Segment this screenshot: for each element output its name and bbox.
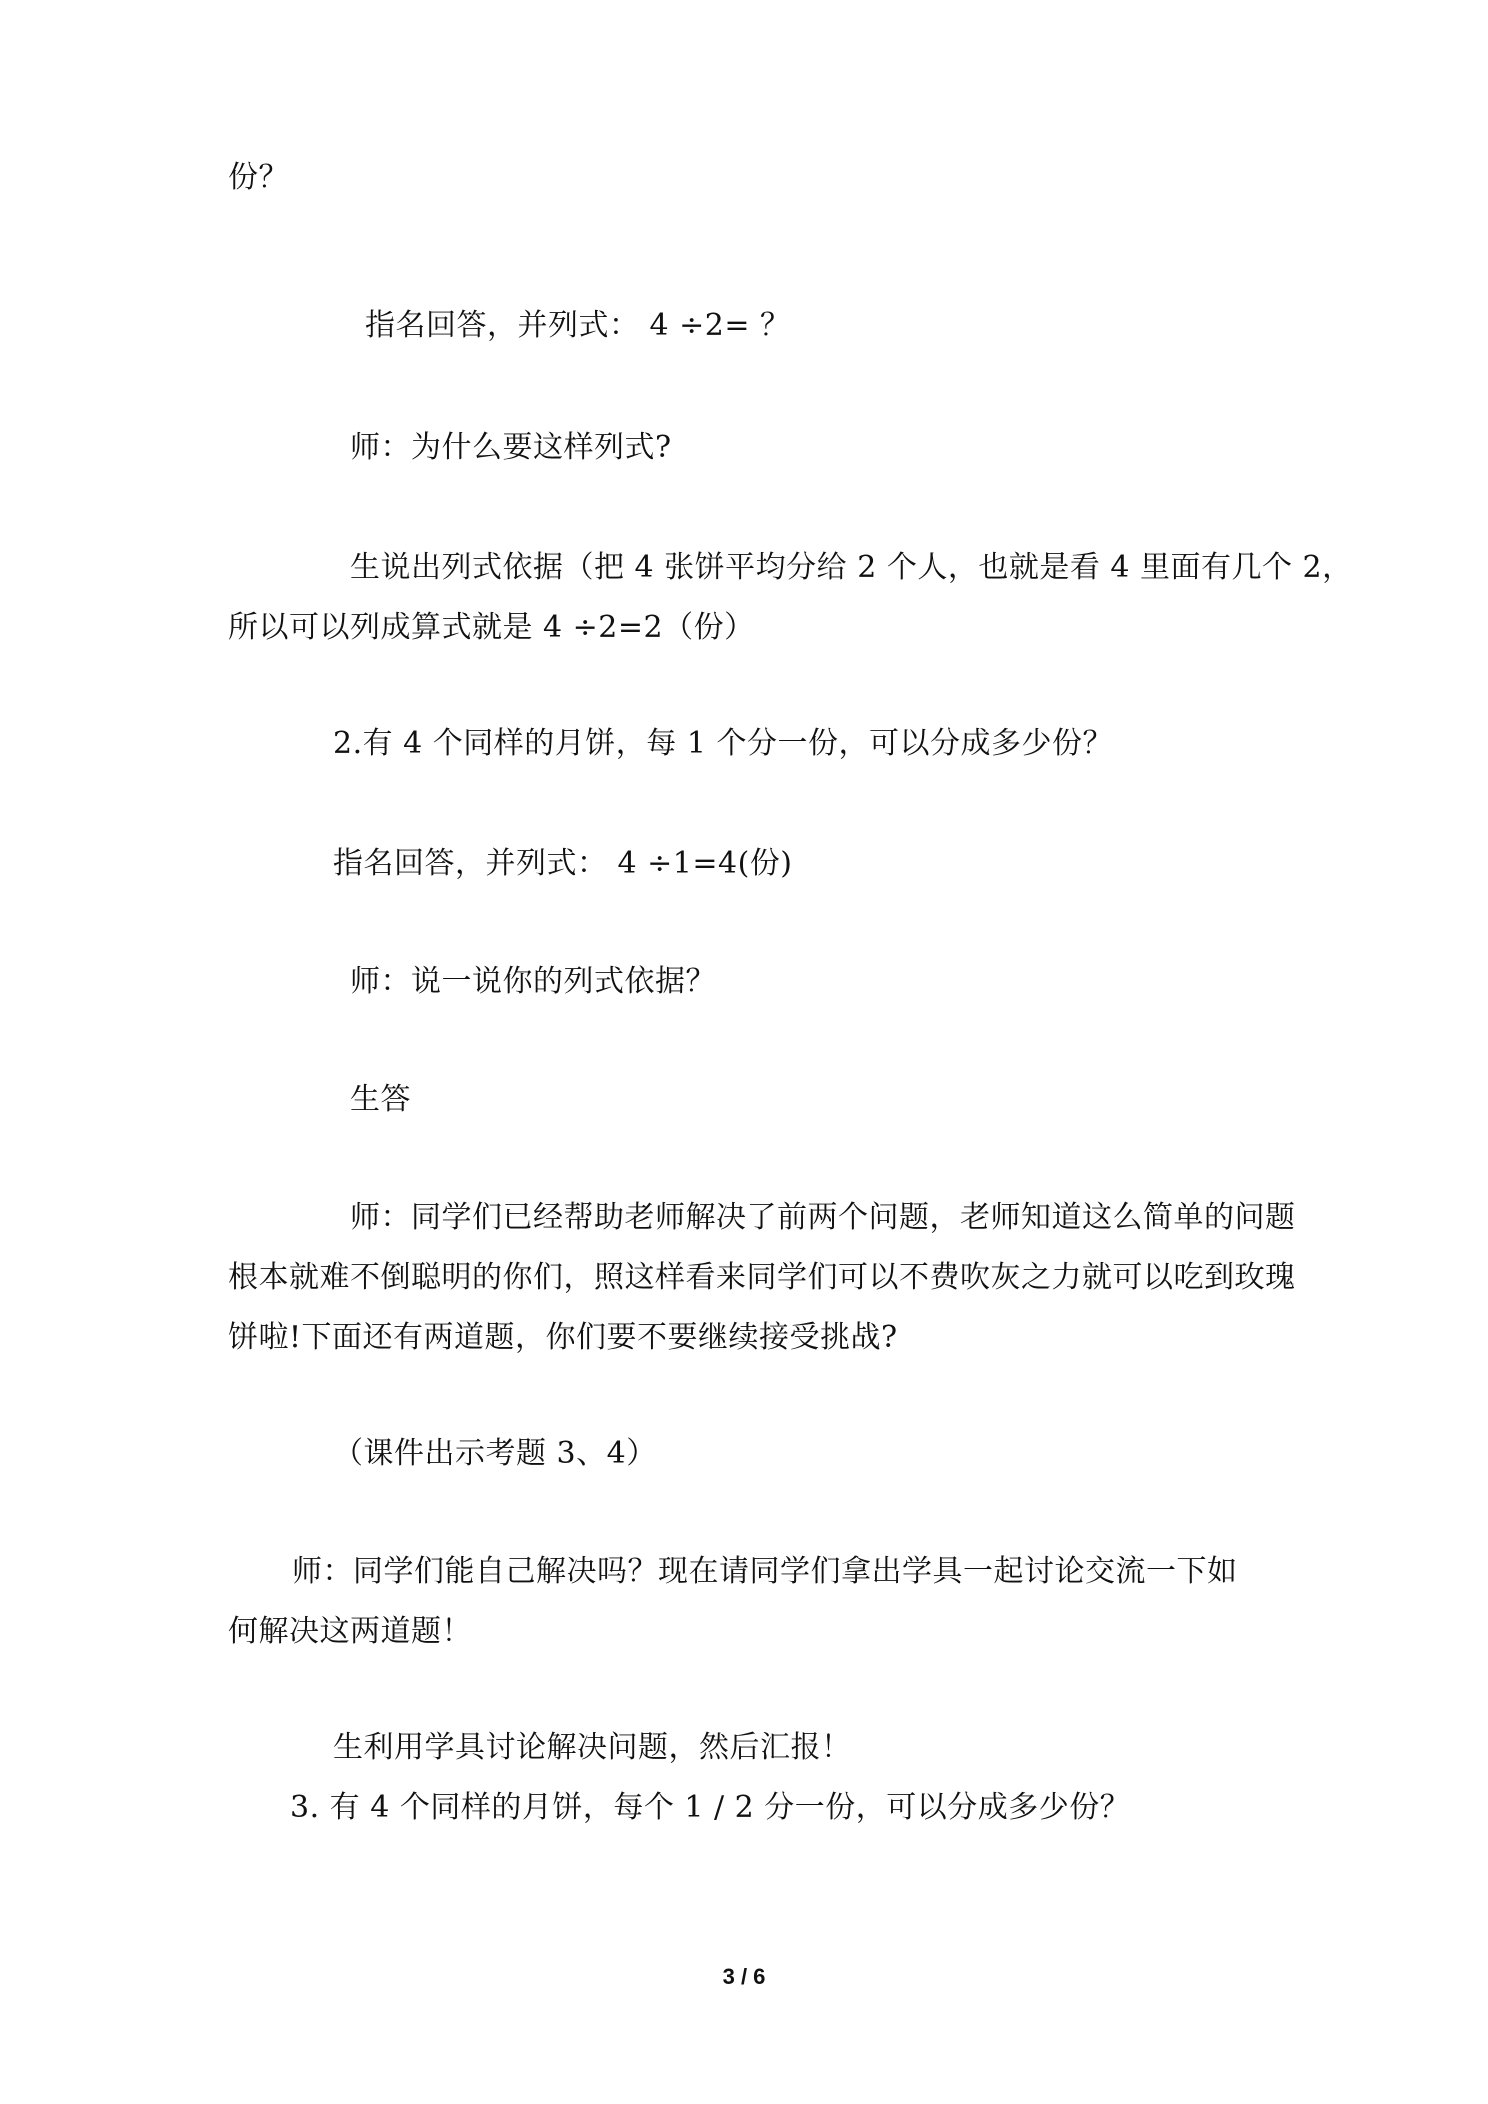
text-line: 2.有 4 个同样的月饼，每 1 个分一份，可以分成多少份？ xyxy=(333,726,1113,761)
text-line: 所以可以列成算式就是 4 ÷2=2（份） xyxy=(228,610,755,645)
text-line: 指名回答，并列式： 4 ÷2= ？ xyxy=(365,308,791,343)
text-line: 何解决这两道题！ xyxy=(228,1614,472,1649)
text-line: （课件出示考题 3、4） xyxy=(333,1436,657,1471)
page-number: 3 / 6 xyxy=(722,1964,766,1989)
text-line: 师：为什么要这样列式? xyxy=(350,430,672,465)
text-line: 饼啦!下面还有两道题，你们要不要继续接受挑战? xyxy=(228,1320,898,1355)
text-line: 师：说一说你的列式依据？ xyxy=(350,964,716,999)
text-line: 份？ xyxy=(228,160,289,195)
text-line: 生说出列式依据（把 4 张饼平均分给 2 个人，也就是看 4 里面有几个 2， xyxy=(350,550,1353,585)
text-line: 生答 xyxy=(350,1082,411,1117)
text-line: 根本就难不倒聪明的你们，照这样看来同学们可以不费吹灰之力就可以吃到玫瑰 xyxy=(228,1260,1296,1295)
text-line: 生利用学具讨论解决问题，然后汇报！ xyxy=(333,1730,852,1765)
text-line: 师：同学们能自己解决吗？现在请同学们拿出学具一起讨论交流一下如 xyxy=(292,1554,1238,1589)
text-line: 师：同学们已经帮助老师解决了前两个问题，老师知道这么简单的问题 xyxy=(350,1200,1296,1235)
text-line: 3. 有 4 个同样的月饼，每个 1 / 2 分一份，可以分成多少份？ xyxy=(290,1790,1131,1825)
text-line: 指名回答，并列式： 4 ÷1=4(份) xyxy=(333,846,793,881)
